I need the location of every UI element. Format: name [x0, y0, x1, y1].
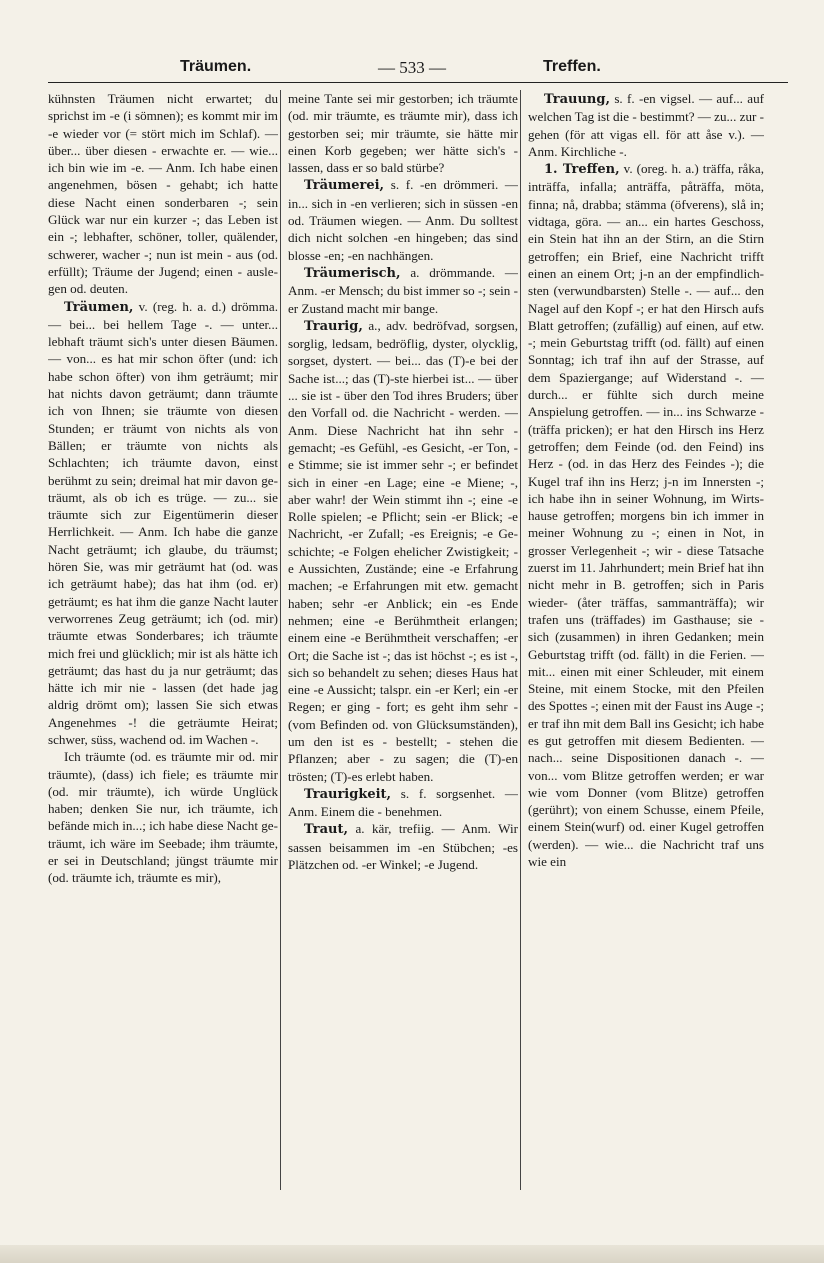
entry-text: kühnsten Träumen nicht erwartet; du sprichst im -e (i sömnen); es kommt mir im -e wieder vor (= stört mich im Schlaf). — über... über diesen - erwachte er. — wie... ich bin wie im -e. — Anm. Ich habe einen angenehmen, bösen - gehabt; ich hatte diese Nacht einen sonderbaren -; sein Glück war nur ein kurzer -; das Leben ist ein -; lebhafter, schöner, toller, quälender, schwerer, wacher -; nun ist mein - aus (od. erfüllt); Träume der Jugend; einen - auslegen od. deuten. — [48, 91, 278, 297]
dictionary-entry — [288, 176, 518, 263]
page-number: — 533 — — [378, 58, 446, 77]
dictionary-entry — [48, 298, 278, 749]
entry-text: v. (oreg. h. a.) träffa, råka, inträffa, infalla; anträffa, påträffa, möta, finna; nå, drabba; stämma (öfverens), slå in; vidtaga, göra. — an... ein hartes Geschoss, ein Stein hat ihn an der Stirn, an die Stirn getroffen; ein Brief, eine Nachricht trifft einen an einem Ort; j-n an der empfindlichsten (verwundbarsten) Stelle -. — auf... den Nagel auf den Kopf -; er hat den Hirsch aufs Blatt getroffen; (zufällig) auf einen, auf etw. -; mein Geburtstag trifft (od. fällt) auf einen Sonntag; ich traf ihn auf der Strasse, auf dem Spaziergange; auf Widerstand -. — durch... er fühlte sich durch meine Anspielung getroffen. — in... ins Schwarze - (träffa pricken); er hat den Hirsch ins Herz getroffen; dem Feinde (od. den Feind) ins Herz - (od. in das Herz des Feindes -); die Kugel traf ihn ins Herz; j-n im Innersten -; ich habe ihn in seiner Wohnung, im Wirtshause getroffen; morgens bin ich immer in meiner Wohnung zu -; einen in Not, in grosser Verlegenheit -; wir - diese Tatsache zuerst im 11. Jahrhundert; mein Brief hat ihn nicht mehr in B. getroffen; sich in Paris wieder- (åter träffas, sammanträffa); wir trafen uns (träffades) im Gasthause; sie - sich (zusammen) in ihren Gedanken; mein Geburtstag trifft (od. fällt) in die Ferien. — mit... einen mit einer Schleuder, mit einem Steine, mit einem Stocke, mit den Pfeilen des Spottes -; einen mit der Faust ins Auge -; er traf ihn mit dem Ball ins Gesicht; ich habe es gut getroffen mit diesem Bedienten. — nach... seine Dispositionen danach -. — von... vom Blitze getroffen werden; er war wie vom Donner (vom Blitze) getroffen (gerührt); von einem Schusse, einem Pfeile, einem Stein(wurf) od. einer Kugel getroffen (werden). — wie... die Nachricht traf uns wie ein — [528, 161, 764, 870]
dictionary-entry — [288, 317, 518, 785]
entry-headword: Traurig, — [304, 318, 363, 334]
page-header — [48, 52, 788, 82]
header-right-keyword: Treffen. — [543, 58, 601, 75]
entry-headword: 1. Treffen, — [544, 162, 620, 178]
entry-text: a., adv. bedröfvad, sorgsen, sorglig, ledsam, bedröflig, dyster, olycklig, sorgset, dystert. — bei... das (T)-e bei der Sache ist...; das (T)-ste hierbei ist... — über ... sie ist - über den Tod ihres Bruders; über den Vorfall od. die Nachricht - werden. — Anm. Diese Nachricht hat ihn sehr - gemacht; -es Gefühl, -es Gesicht, -er Ton, -e Stimme; sie ist immer sehr -; er befindet sich in einer -en Lage; eine -e Miene; -, aber wahr! der Wein stimmt ihn -; eine -e Rolle spielen; -e Pflicht; sein -er Blick; -e Nachricht, -er Zufall; -es Ereignis; -e Geschichte; -e Folgen ehelicher Zwistigkeit; -e Aussichten, Zustände; eine -e Erfahrung machen; -e Erfahrungen mit etw. gemacht haben; sehr -er Anblick; ein -es Ende nehmen; eine -e Berühmtheit erlangen; einem eine -e Berühmtheit verschaffen; -er Ort; die Sache ist -; das ist höchst -; es ist -, sich so behandelt zu sehen; dieses Haus hat eine -e Aussicht; talspr. ein -er Kerl; ein -er Regen; er ging - fort; es geht ihm sehr - (vom Befinden od. von Glücksumständen), um den ist es - bestellt; - stehen die Pflanzen; aber - zu sagen; die (T)-en trösten; (T)-es erlebt haben. — [288, 317, 518, 784]
entry-text: v. (reg. h. a. d.) drömma. — bei... bei hellem Tage -. — unter... lebhaft träumt sich's unter diesen Bäumen. — von... es hat mir schon öfter (und: ich habe schon öfter) von ihm geträumt; mir hat nichts davon geträumt; dann träumte ich von Ihnen; sie träumte von diesen Stunden; er träumt von nichts als von Bällen; er träumte von nichts als Schlachten; ich träumte davon, einst berühmt zu sein; dreimal hat mir davon geträumt, als ob ich es trüge. — zu... sie träumte sich zur Eigentümerin dieser Herrlichkeit. — Anm. Ich habe die ganze Nacht geträumt; ich glaube, du träumst; hören Sie, was mir geträumt hat (od. was ich geträumt habe); das hat ihm (od. er) geträumt; es hat ihm die ganze Nacht lauter verworrenes Zeug geträumt; ich (od. mir) träumte etwas Sonderbares; ich träumte mich frei und glücklich; mir ist als hätte ich geträumt; das hast du ja nur geträumt; das hätte ich mir nie - lassen (det hade jag aldrig drömt om); lassen Sie sich etwas Angenehmes -! die geträumte Heirat; schwer, süss, wachend od. im Wachen -. — [48, 298, 278, 747]
dictionary-entry — [48, 90, 278, 298]
column-divider — [280, 90, 281, 1190]
entry-headword: Trauung, — [544, 92, 610, 107]
header-rule — [48, 82, 788, 83]
dictionary-entry — [528, 90, 764, 160]
entry-headword: Träumerisch, — [304, 265, 401, 281]
entry-headword: Träumen, — [64, 299, 134, 315]
entry-headword: Träumerei, — [304, 178, 385, 194]
dictionary-entry — [48, 748, 278, 886]
entry-text: a. kär, trefiig. — Anm. Wir sassen beisammen im -en Stübchen; -es Plätzchen od. -er Winkel; -e Jugend. — [288, 821, 518, 873]
dictionary-entry — [288, 785, 518, 821]
column-1 — [48, 90, 278, 1190]
column-2 — [288, 90, 518, 1190]
entry-headword: Traut, — [304, 822, 348, 838]
dictionary-entry — [288, 90, 518, 176]
entry-text: meine Tante sei mir gestorben; ich träumte (od. mir träumte, es träumte mir), dass ich gestorben sei; mir träumte, sie hätte mir einen Korb gegeben; wer hätte sich's - lassen, dass er so bald stürbe? — [288, 91, 518, 176]
entry-text: Ich träumte (od. es träumte mir od. mir träumte), (dass) ich fiele; es träumte mir (od. mir träumte), ich würde Unglück haben; denken Sie nur, ich träumte, ich befände mich in...; ich habe diese Nacht geträumt, ich wäre im Seebade; ihm träumte, er sei in Deutschland; jüngst träumte mir (od. träumte ich, träumte es mir), — [48, 749, 278, 886]
entry-text: s. f. -en vigsel. — auf... auf welchen Tag ist die - bestimmt? — zu... zur - gehen (för att vigas ell. för att åse v.). — Anm. Kirchliche -. — [528, 91, 764, 159]
column-3 — [528, 90, 764, 1190]
entry-text: s. f. sorgsenhet. — Anm. Einem die - benehmen. — [288, 785, 518, 820]
dictionary-entry — [288, 264, 518, 317]
dictionary-entry — [288, 820, 518, 873]
entry-text: s. f. -en drömmeri. — in... sich in -en verlieren; sich in süssen -en od. Träumen wiegen. — Anm. Du solltest dich nicht solchen -en hingeben; das sind blosse -en; -en nachhängen. — [288, 177, 518, 263]
column-divider — [520, 90, 521, 1190]
header-left-keyword: Träumen. — [180, 58, 252, 75]
entry-headword: Traurigkeit, — [304, 786, 392, 802]
dictionary-entry — [528, 160, 764, 870]
page-bottom-edge — [0, 1245, 824, 1263]
entry-text: a. drömmande. — Anm. -er Mensch; du bist immer so -; sein -er Zustand macht mir bange. — [288, 264, 518, 316]
